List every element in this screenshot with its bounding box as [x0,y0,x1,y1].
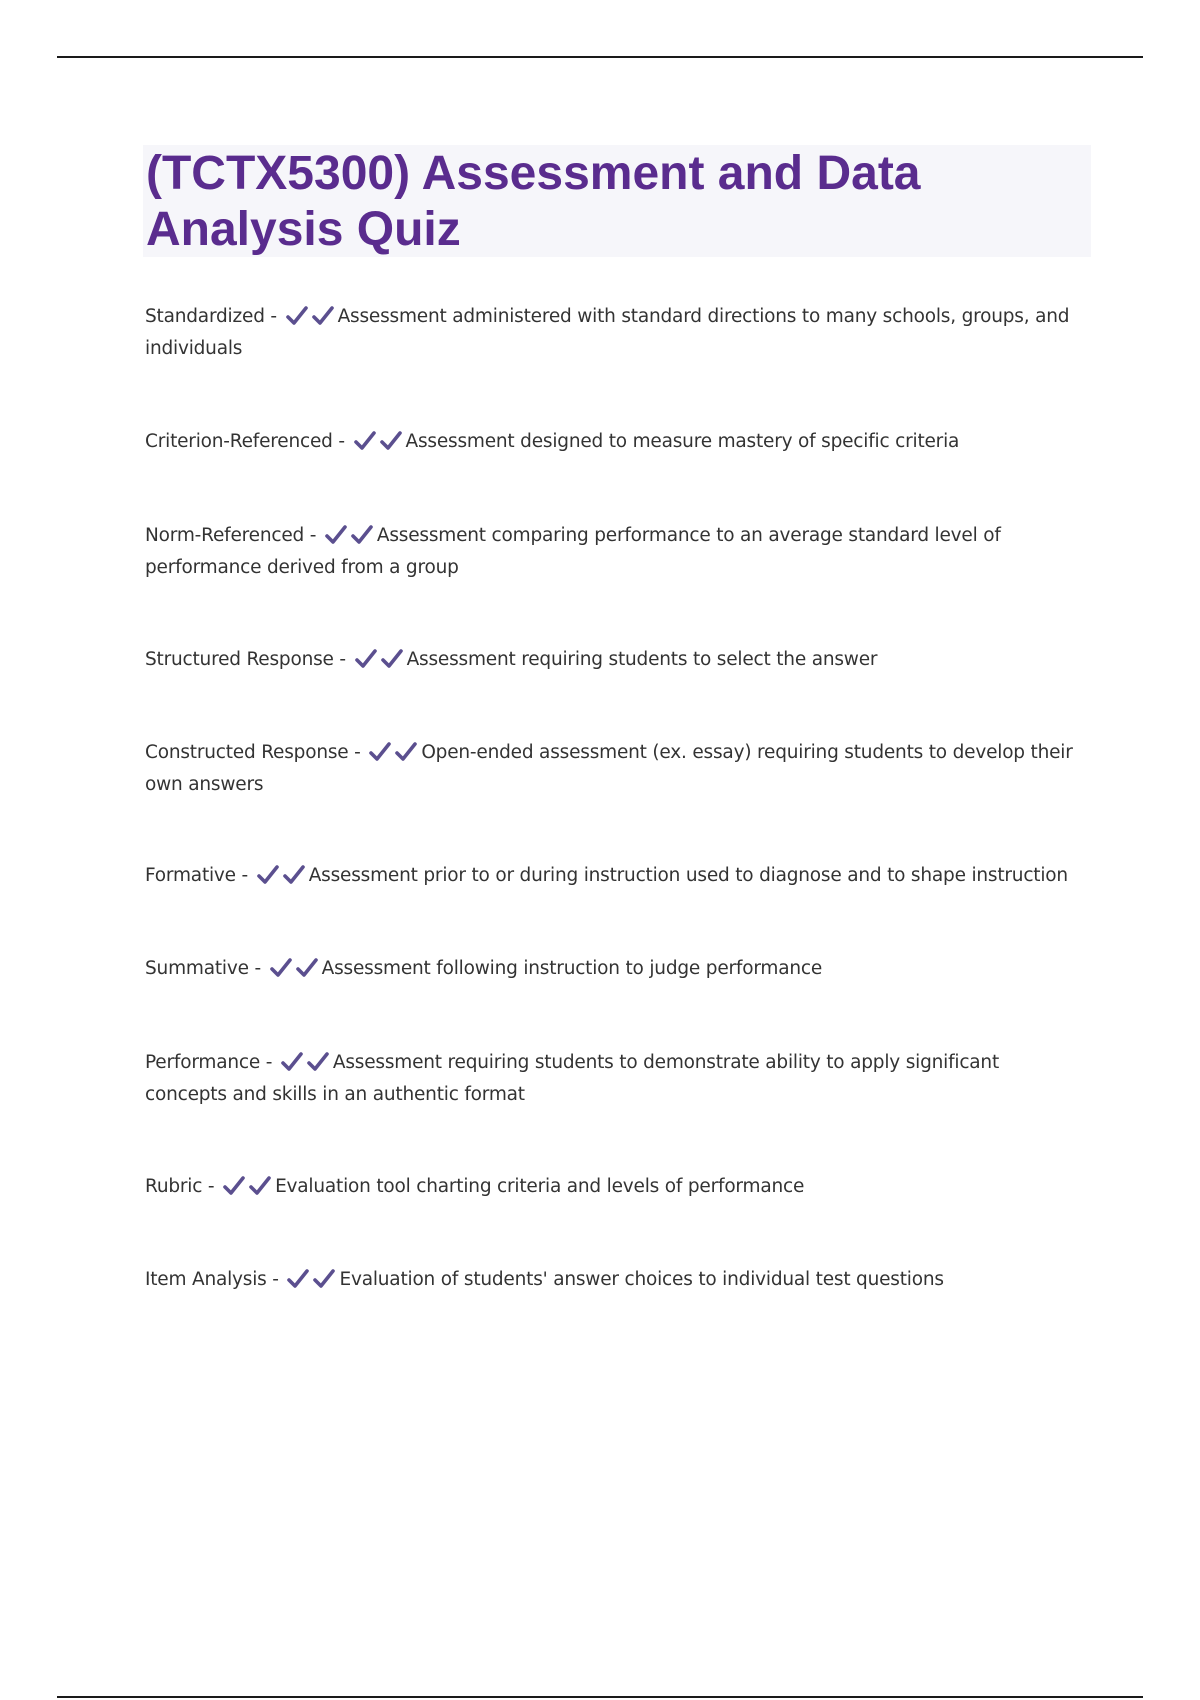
term-entry: Constructed Response - Open-ended assessment (ex. essay) requiring students to develop their own answers [145,742,1073,795]
checkmark-icon [222,1175,248,1197]
term-definition: Assessment administered with standard directions to many schools, groups, and individuals [145,306,1070,359]
double-check [280,1051,332,1080]
term-entry: Structured Response - Assessment requiring students to select the answer [145,645,1085,677]
checkmark-icon [324,524,350,546]
term-definition: Evaluation tool charting criteria and levels of performance [275,1176,805,1197]
double-check [368,741,420,770]
double-check [286,1268,338,1297]
checkmark-icon [248,1175,274,1197]
term-label: Rubric [145,1176,203,1197]
checkmark-icon [350,524,376,546]
term-label: Summative [145,958,249,979]
checkmark-icon [353,430,379,452]
term-label: Formative [145,865,236,886]
term-definition: Open-ended assessment (ex. essay) requiring students to develop their own answers [145,742,1073,795]
term-definition: Assessment designed to measure mastery of specific criteria [405,431,960,452]
term-label: Standardized [145,306,265,327]
double-check [324,524,376,553]
term-entry: Rubric - Evaluation tool charting criteria and levels of performance [145,1172,1085,1204]
term-definition: Assessment following instruction to judge performance [321,958,823,979]
title-banner [143,145,1091,257]
double-check [222,1175,274,1204]
term-entry: Formative - Assessment prior to or during instruction used to diagnose and to shape instruction [145,861,1085,893]
term-entry: Criterion-Referenced - Assessment designed to measure mastery of specific criteria [145,427,1085,459]
checkmark-icon [368,741,394,763]
checkmark-icon [295,957,321,979]
double-check [269,957,321,986]
checkmark-icon [256,864,282,886]
checkmark-icon [394,741,420,763]
checkmark-icon [269,957,295,979]
checkmark-icon [379,430,405,452]
term-definition: Evaluation of students' answer choices to individual test questions [339,1269,944,1290]
checkmark-icon [286,1268,312,1290]
checkmark-icon [312,1268,338,1290]
term-label: Structured Response [145,649,334,670]
checkmark-icon [380,648,406,670]
double-check [285,305,337,334]
checkmark-icon [280,1051,306,1073]
term-entry: Summative - Assessment following instruction to judge performance [145,954,1085,986]
term-label: Performance [145,1052,261,1073]
checkmark-icon [282,864,308,886]
term-entry: Item Analysis - Evaluation of students' answer choices to individual test questions [145,1265,1085,1297]
term-definition: Assessment comparing performance to an average standard level of performance derived from a group [145,525,1001,578]
checkmark-icon [354,648,380,670]
top-rule [57,56,1143,58]
bottom-rule [57,1696,1143,1698]
double-check [354,648,406,677]
term-label: Norm-Referenced [145,525,305,546]
term-definition: Assessment requiring students to demonstrate ability to apply significant concepts and skills in an authentic format [145,1052,1000,1105]
term-label: Item Analysis [145,1269,267,1290]
term-label: Constructed Response [145,742,349,763]
term-entry: Performance - Assessment requiring students to demonstrate ability to apply significant concepts and skills in an authentic format [145,1052,1000,1105]
double-check [256,864,308,893]
checkmark-icon [311,305,337,327]
term-entry: Standardized - Assessment administered with standard directions to many schools, groups, and individuals [145,306,1070,359]
term-definition: Assessment prior to or during instruction used to diagnose and to shape instruction [308,865,1068,886]
term-definition: Assessment requiring students to select the answer [406,649,878,670]
term-label: Criterion-Referenced [145,431,333,452]
checkmark-icon [285,305,311,327]
term-entry: Norm-Referenced - Assessment comparing performance to an average standard level of performance derived from a group [145,525,1001,578]
double-check [353,430,405,459]
checkmark-icon [306,1051,332,1073]
document-title: (TCTX5300) Assessment and Data Analysis Quiz [146,147,921,256]
